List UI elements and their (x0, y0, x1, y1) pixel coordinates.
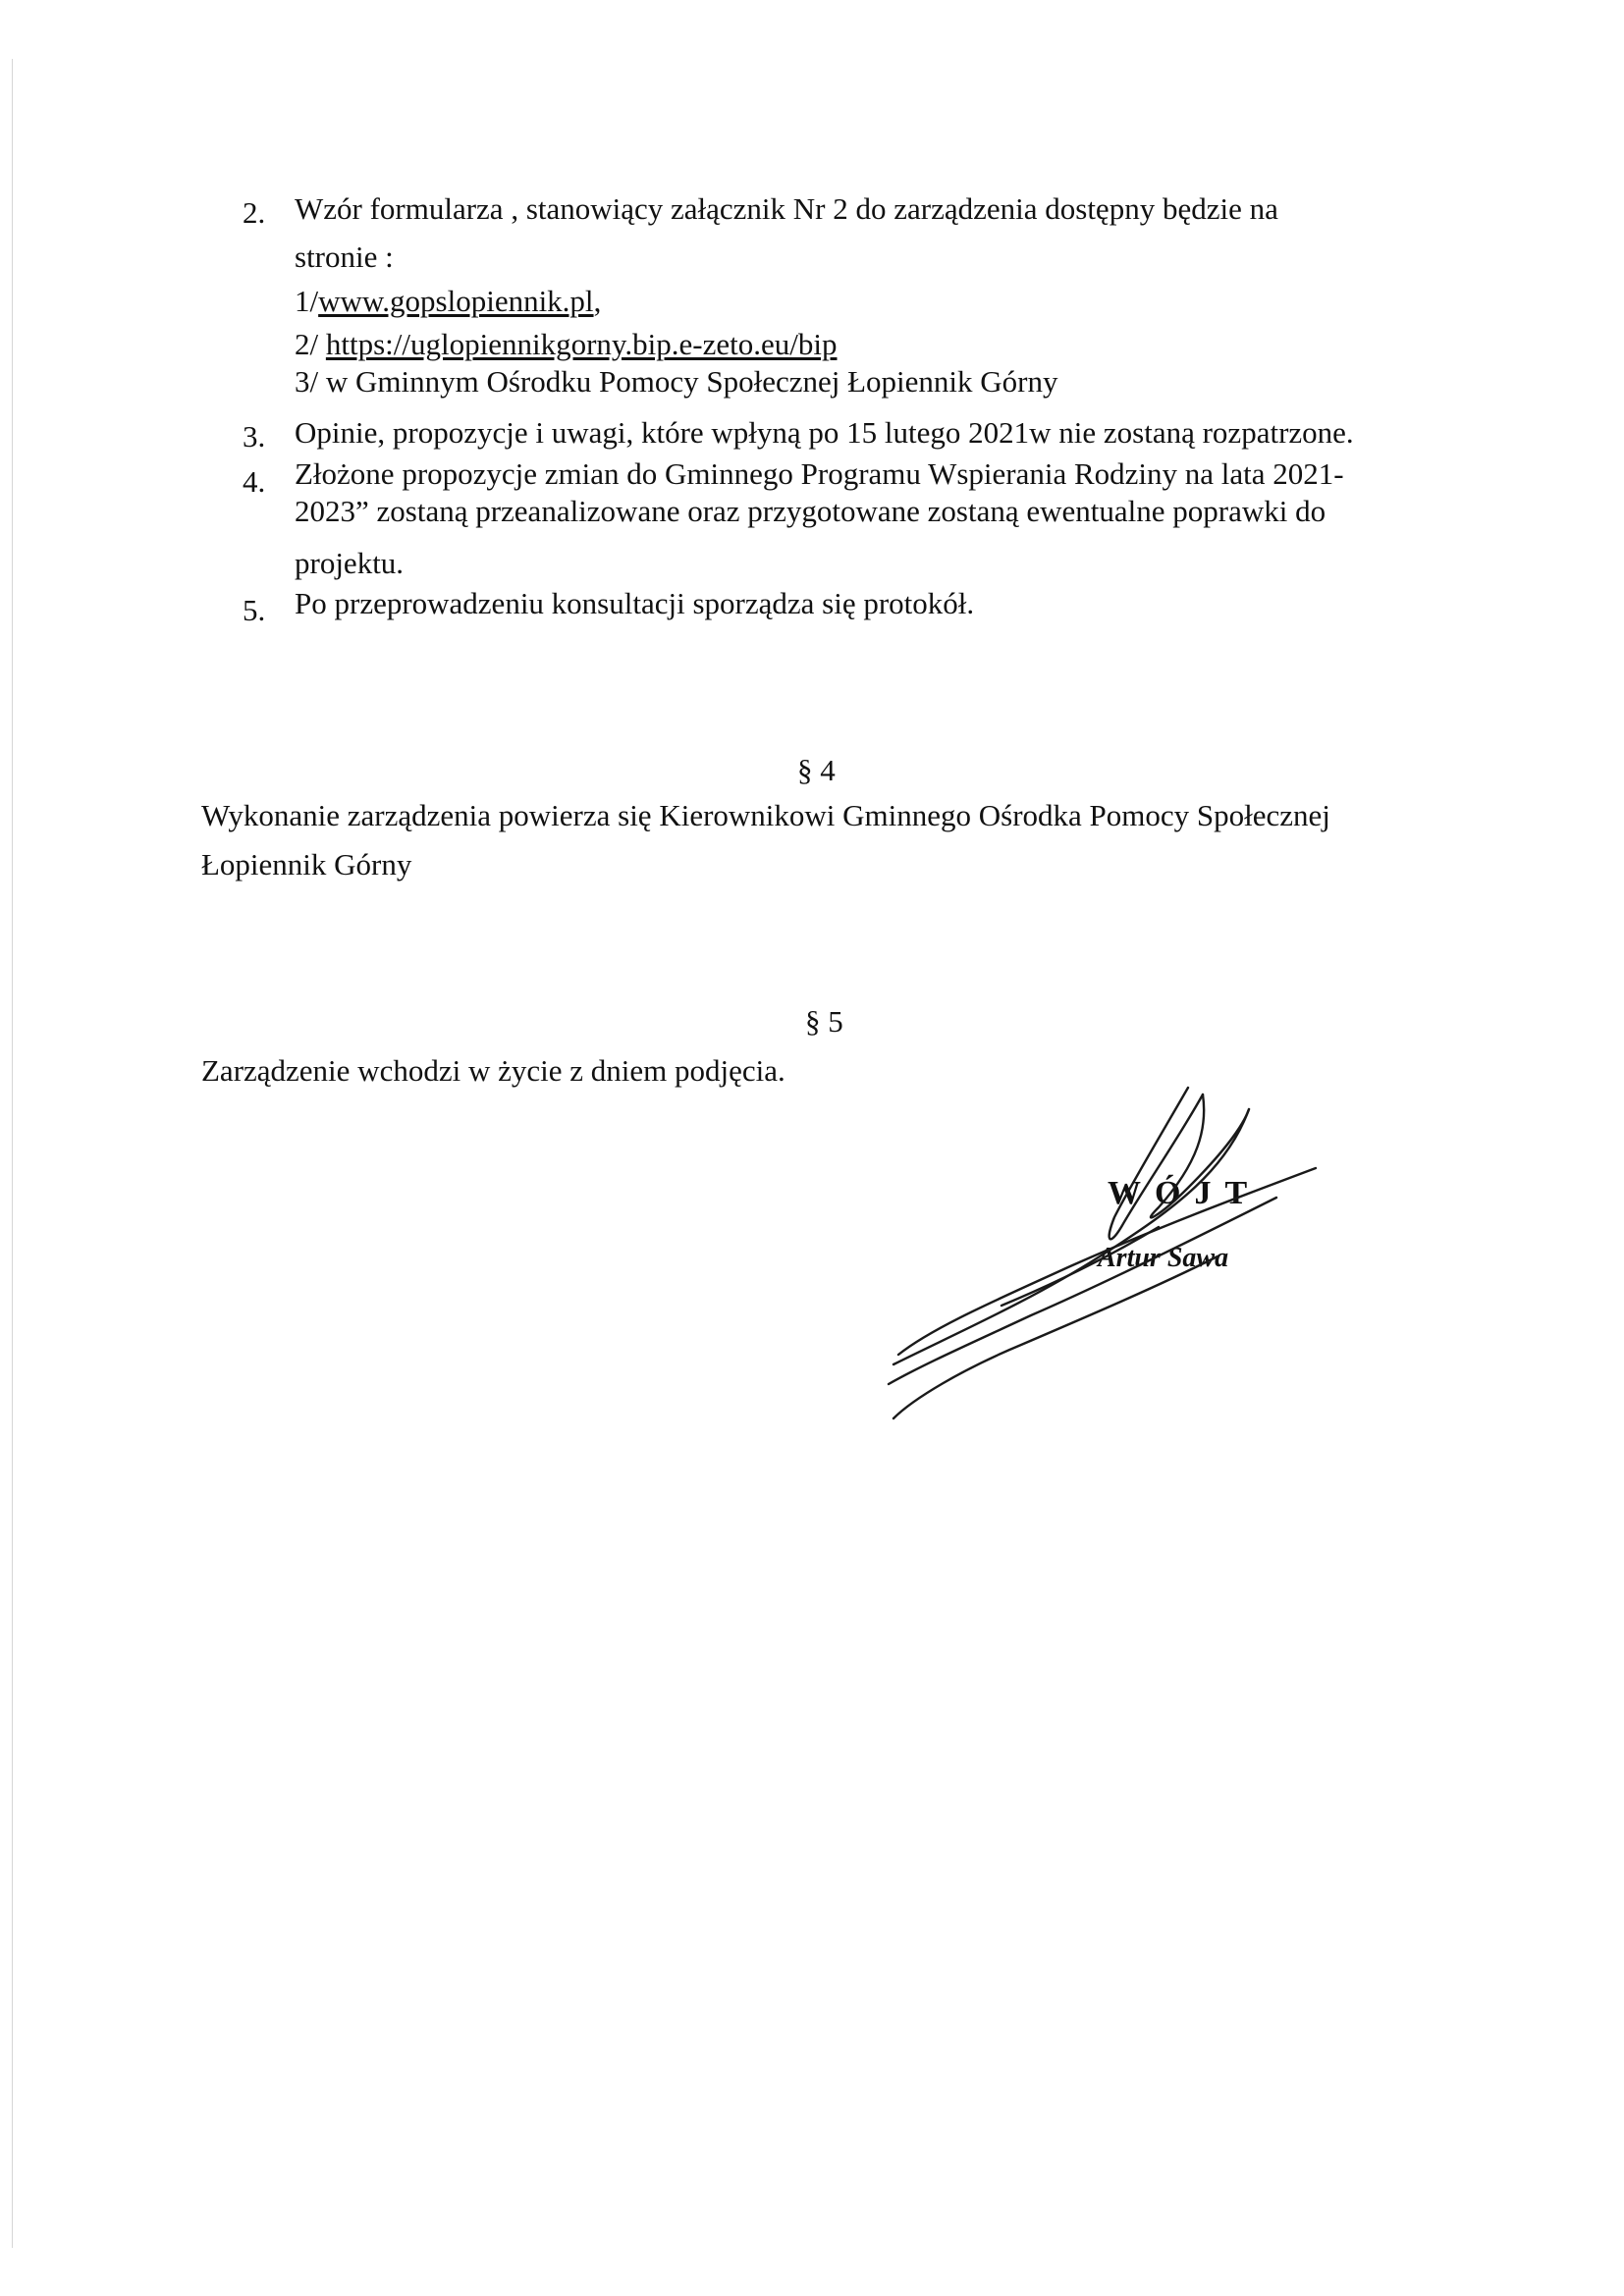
list-number-3: 3. (243, 419, 266, 454)
section-5-heading: § 5 (805, 1004, 843, 1039)
item2-line2: stronie : (295, 240, 394, 274)
section-4-line1: Wykonanie zarządzenia powierza się Kierownikowi Gminnego Ośrodka Pomocy Społecznej (201, 798, 1330, 832)
item3-line1: Opinie, propozycje i uwagi, które wpłyną po 15 lutego 2021w nie zostaną rozpatrzone. (295, 415, 1354, 450)
stamp-title: WÓJT (1108, 1175, 1262, 1211)
item2-line4: 2/ https://uglopiennikgorny.bip.e-zeto.eu/bip (295, 327, 838, 361)
scan-edge (12, 59, 13, 2248)
item4-line2: 2023” zostaną przeanalizowane oraz przygotowane zostaną ewentualne poprawki do (295, 494, 1326, 528)
item4-line1: Złożone propozycje zmian do Gminnego Programu Wspierania Rodziny na lata 2021- (295, 456, 1344, 491)
section-5-line1: Zarządzenie wchodzi w życie z dniem podjęcia. (201, 1053, 785, 1088)
list-number-5: 5. (243, 593, 266, 627)
list-number-4: 4. (243, 464, 266, 499)
handwritten-signature (864, 1070, 1335, 1443)
section-4-line2: Łopiennik Górny (201, 847, 412, 881)
bip-link[interactable]: https://uglopiennikgorny.bip.e-zeto.eu/bip (325, 327, 838, 361)
item5-line1: Po przeprowadzeniu konsultacji sporządza się protokół. (295, 586, 975, 620)
item2-line3: 1/www.gopslopiennik.pl, (295, 284, 602, 318)
list-number-2: 2. (243, 195, 266, 230)
section-4-heading: § 4 (797, 753, 836, 787)
website-link[interactable]: www.gopslopiennik.pl (318, 284, 594, 318)
item2-line5: 3/ w Gminnym Ośrodku Pomocy Społecznej Łopiennik Górny (295, 364, 1058, 399)
item2-line1: Wzór formularza , stanowiący załącznik Nr 2 do zarządzenia dostępny będzie na (295, 191, 1278, 226)
stamp-name: Artur Sawa (1098, 1243, 1229, 1273)
item4-line3: projektu. (295, 546, 405, 580)
